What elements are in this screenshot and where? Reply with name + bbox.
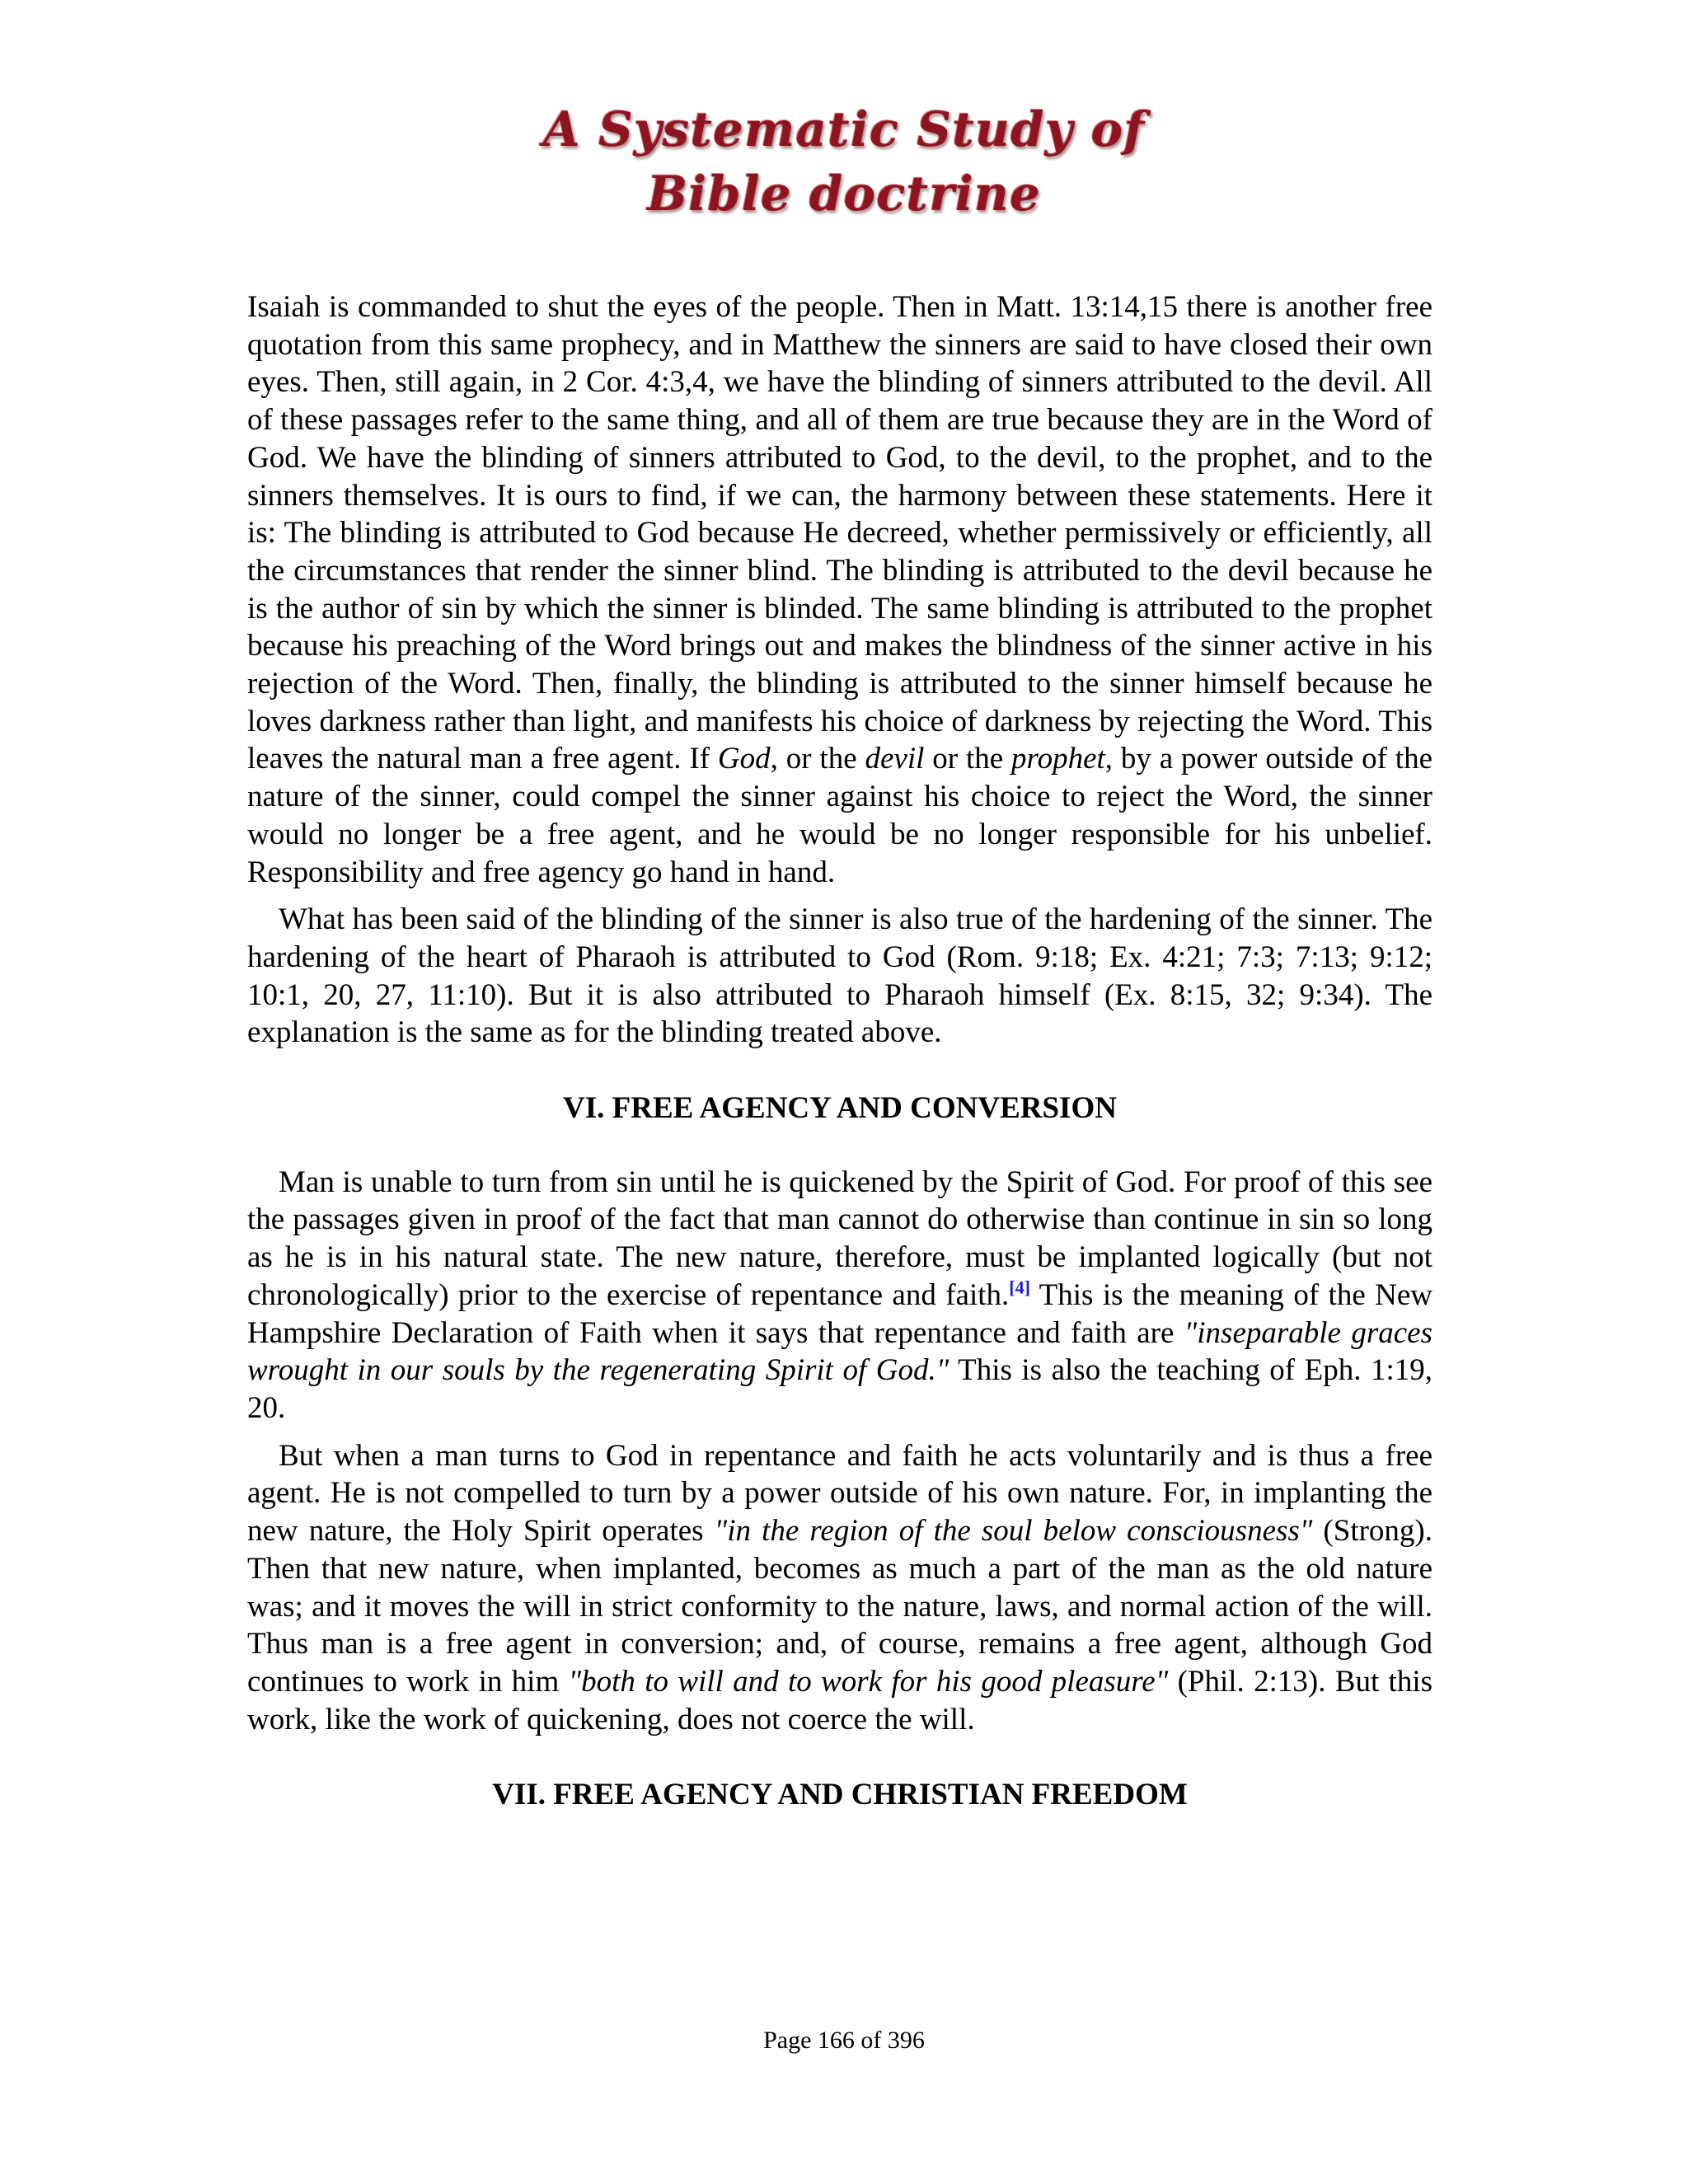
emphasis-god: God: [717, 742, 771, 776]
paragraph-text: This is also the teaching of Eph. 1:19, 20.: [247, 1353, 1432, 1425]
paragraph-text: , or the: [770, 742, 865, 776]
logo-line-1: A Systematic Study of: [542, 101, 1146, 157]
paragraph-text: Isaiah is commanded to shut the eyes of the people. Then in Matt. 13:14,15 there is another free quotation from this same prophecy, and in Matthew the sinners are said to have closed their own eyes. Then, still again, in 2 Cor. 4:3,4, we have the blinding of sinners attributed to the devil. All of these passages refer to the same thing, and all of them are true because they are in the Word of God. We have the blinding of sinners attributed to God, to the devil, to the prophet, and to the sinners themselves. It is ours to find, if we can, the harmony between these statements. Here it is: The blinding is attributed to God because He decreed, whether permissively or efficiently, all the circumstances that render the sinner blind. The blinding is attributed to the devil because he is the author of sin by which the sinner is blinded. The same blinding is attributed to the prophet because his preaching of the Word brings out and makes the blindness of the sinner active in his rejection of the Word. Then, finally, the blinding is attributed to the sinner himself because he loves darkness rather than light, and manifests his choice of darkness by rejecting the Word. This leaves the natural man a free agent. If: [247, 290, 1432, 776]
book-title-logo: [543, 97, 1145, 226]
page-number: Page 166 of 396: [763, 2027, 925, 2054]
emphasis-devil: devil: [865, 742, 925, 776]
paragraph-text: (Phil. 2:13). But this work, like the work of quickening, does not coerce the will.: [247, 1664, 1433, 1736]
section-heading-vii: VII. FREE AGENCY AND CHRISTIAN FREEDOM: [492, 1778, 1188, 1812]
page-header: [0, 97, 1688, 226]
section-heading-vi: VI. FREE AGENCY AND CONVERSION: [563, 1091, 1117, 1126]
quote-philippians: "both to will and to work for his good pleasure": [568, 1664, 1169, 1699]
paragraph-hardening: What has been said of the blinding of the sinner is also true of the hardening of the sinner. The hardening of the heart of Pharaoh is attributed to God (Rom. 9:18; Ex. 4:21; 7:3; 7:13; 9:12; 10:1, 20, 27, 11:10). But it is also attributed to Pharaoh himself (Ex. 8:15, 32; 9:34). The explanation is the same as for the blinding treated above.: [247, 902, 1432, 1050]
paragraph-text: or the: [924, 742, 1012, 776]
paragraph-text: , by a power outside of the nature of the sinner, could compel the sinner against his choice to reject the Word, the sinner would no longer be a free agent, and he would be no longer responsible for his unbelief. Responsibility and free agency go hand in hand.: [247, 742, 1432, 889]
quote-new-hampshire: "inseparable graces wrought in our souls by the regenerating Spirit of God.": [247, 1315, 1432, 1388]
footnote-link-4[interactable]: [4]: [1009, 1277, 1030, 1298]
quote-strong: "in the region of the soul below consciousness": [714, 1514, 1313, 1549]
paragraph-text: Man is unable to turn from sin until he is quickened by the Spirit of God. For proof of this see the passages given in proof of the fact that man cannot do otherwise than continue in sin so long as he is in his natural state. The new nature, therefore, must be implanted logically (but not chronologically) prior to the exercise of repentance and faith.: [247, 1165, 1432, 1312]
page-content: [247, 288, 1432, 1850]
paragraph-text: But when a man turns to God in repentance and faith he acts voluntarily and is thus a free agent. He is not compelled to turn by a power outside of his own nature. For, in implanting the new nature, the Holy Spirit operates: [247, 1438, 1432, 1549]
logo-line-2: Bible doctrine: [647, 166, 1041, 222]
paragraph-blinding: [247, 288, 1432, 891]
paragraph-text: This is the meaning of the New Hampshire Declaration of Faith when it says that repentance and faith are: [247, 1277, 1432, 1350]
paragraph-conversion: [247, 1437, 1432, 1739]
paragraph-text: (Strong). Then that new nature, when implanted, becomes as much a part of the man as the old nature was; and it moves the will in strict conformity to the nature, laws, and normal action of the will. Thus man is a free agent in conversion; and, of course, remains a free agent, although God continues to work in him: [247, 1514, 1433, 1699]
paragraph-quickening: [247, 1164, 1432, 1427]
emphasis-prophet: prophet: [1011, 742, 1105, 776]
